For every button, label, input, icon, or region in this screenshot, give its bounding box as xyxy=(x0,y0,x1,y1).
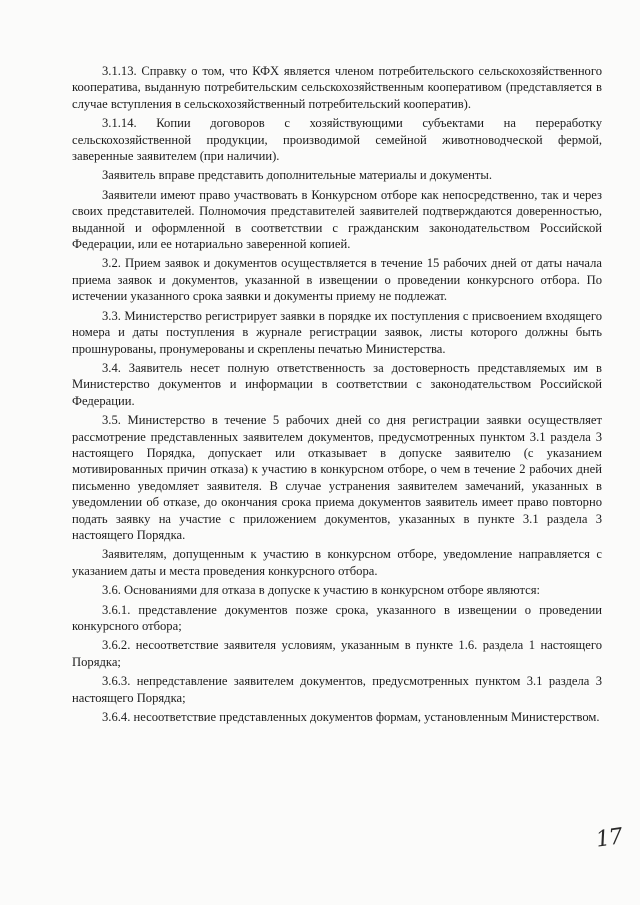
paragraph-admitted-notice: Заявителям, допущенным к участию в конкурсном отборе, уведомление направляется с указанием даты и места проведения конкурсного отбора. xyxy=(72,547,602,578)
paragraph-3-4: 3.4. Заявитель несет полную ответственность за достоверность представляемых им в Министерство документов и информации в соответствии с законодательством Российской Федерации. xyxy=(72,360,602,408)
paragraph-3-6-4: 3.6.4. несоответствие представленных документов формам, установленным Министерством. xyxy=(102,710,600,725)
paragraph-3-3: 3.3. Министерство регистрирует заявки в порядке их поступления с присвоением входящего номера и даты поступления в журнале регистрации заявок, листы которого должны быть прошнурованы, пронумерованы и скреплены печатью Министерства. xyxy=(72,308,602,356)
paragraph-3-1-13: 3.1.13. Справку о том, что КФХ является членом потребительского сельскохозяйственного кооператива, выданную потребительским сельскохозяйственным кооперативом (представляется в случае вступления в сельскохозяйственный потребительский кооператив). xyxy=(72,64,602,111)
document-body xyxy=(72,63,602,728)
paragraph-additional-materials: Заявитель вправе представить дополнительные материалы и документы. xyxy=(102,168,492,183)
paragraph-3-6-1: 3.6.1. представление документов позже срока, указанного в извещении о проведении конкурсного отбора; xyxy=(72,602,602,633)
paragraph-3-2: 3.2. Прием заявок и документов осуществляется в течение 15 рабочих дней от даты начала приема заявок и документов, указанной в извещении о проведении конкурсного отбора. По истечении указанного срока заявки и документы приему не подлежат. xyxy=(72,256,602,304)
paragraph-3-5: 3.5. Министерство в течение 5 рабочих дней со дня регистрации заявки осуществляет рассмотрение представленных заявителем документов, предусмотренных пунктом 3.1 раздела 3 настоящего Порядка, допускает или отказывает в допуске заявителю (с указанием мотивированных причин отказа) к участию в конкурсном отборе, о чем в течение 2 рабочих дней письменно уведомляет заявителя. В случае устранения заявителем замечаний, указанных в уведомлении об отказе, до окончания срока приема документов заявитель имеет право повторно подать заявку на участие с приложением документов, указанных в пункте 3.1 раздела 3 настоящего Порядка. xyxy=(72,413,602,542)
paragraph-3-6: 3.6. Основаниями для отказа в допуске к участию в конкурсном отборе являются: xyxy=(102,583,541,598)
paragraph-representatives: Заявители имеют право участвовать в Конкурсном отборе как непосредственно, так и через своих представителей. Полномочия представителей заявителей подтверждаются доверенностью, выданной и оформленной в соответствии с гражданским законодательством Российской Федерации, или ее нотариально заверенной копией. xyxy=(72,187,602,252)
paragraph-3-6-3: 3.6.3. непредставление заявителем документов, предусмотренных пунктом 3.1 раздела 3 настоящего Порядка; xyxy=(72,674,602,705)
paragraph-3-6-2: 3.6.2. несоответствие заявителя условиям, указанным в пункте 1.6. раздела 1 настоящего Порядка; xyxy=(72,638,602,669)
paragraph-3-1-14: 3.1.14. Копии договоров с хозяйствующими субъектами на переработку сельскохозяйственной продукции, производимой семейной животноводческой фермой, заверенные заявителем (при наличии). xyxy=(72,116,602,164)
handwritten-page-number: 17 xyxy=(594,824,624,853)
